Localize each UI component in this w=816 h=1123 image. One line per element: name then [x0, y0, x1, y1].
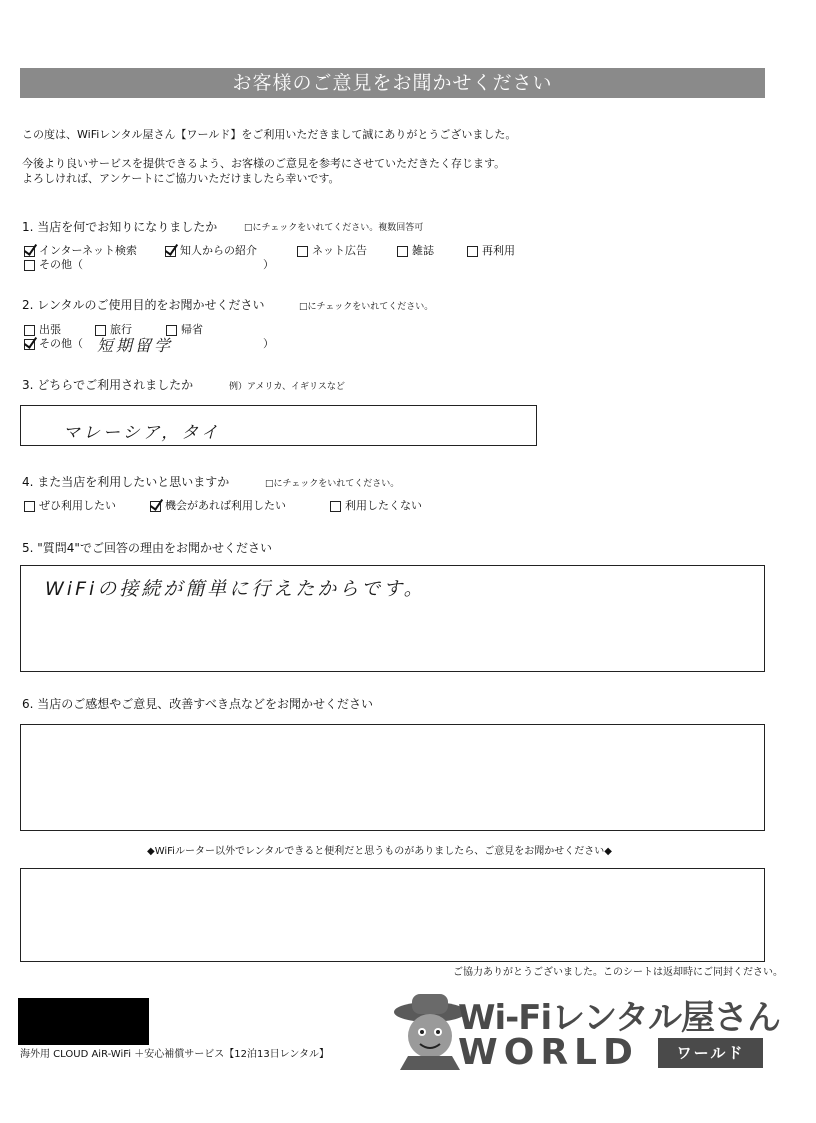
q1-option-other[interactable]: その他（ — [24, 258, 83, 272]
q6-title: 6. 当店のご感想やご意見、改善すべき点などをお聞かせください — [22, 697, 374, 711]
checkbox-icon[interactable] — [397, 246, 408, 257]
q2-title: 2. レンタルのご使用目的をお聞かせください — [22, 298, 265, 312]
q2-option-other[interactable]: その他（ — [24, 337, 83, 351]
checkbox-icon[interactable] — [24, 260, 35, 271]
q1-option-net-ad[interactable]: ネット広告 — [297, 244, 367, 258]
intro-line-3: よろしければ、アンケートにご協力いただけましたら幸いです。 — [22, 172, 340, 185]
page-title: お客様のご意見をお聞かせください — [20, 68, 765, 98]
footer-plan: 海外用 CLOUD AiR-WiFi ＋安心補償サービス【12泊13日レンタル】 — [20, 1049, 330, 1060]
q3-answer-box[interactable] — [20, 405, 537, 446]
checkbox-icon[interactable] — [24, 246, 35, 257]
q2-option-travel[interactable]: 旅行 — [95, 323, 132, 337]
q7-title: ◆WiFiルーター以外でレンタルできると便利だと思うものがありましたら、ご意見をお聞かせください◆ — [147, 846, 612, 857]
q5-answer: WiFiの接続が簡単に行えたからです。 — [45, 578, 426, 600]
q1-option-referral[interactable]: 知人からの紹介 — [165, 244, 257, 258]
checkbox-icon[interactable] — [24, 325, 35, 336]
q4-option-if-chance[interactable]: 機会があれば利用したい — [150, 499, 286, 513]
q4-option-definitely[interactable]: ぜひ利用したい — [24, 499, 116, 513]
q4-title: 4. また当店を利用したいと思いますか — [22, 475, 230, 489]
logo-wordmark: Wi-Fiレンタル屋さん — [458, 998, 780, 1038]
logo-badge: ワールド — [658, 1038, 763, 1068]
q1-note: □にチェックをいれてください。複数回答可 — [244, 223, 424, 233]
footer-thanks: ご協力ありがとうございました。このシートは返却時にご同封ください。 — [453, 967, 783, 978]
checkbox-icon[interactable] — [165, 246, 176, 257]
q2-option-homecoming[interactable]: 帰省 — [166, 323, 203, 337]
q1-option-reuse[interactable]: 再利用 — [467, 244, 515, 258]
logo-world: WORLD — [458, 1032, 639, 1073]
q5-title: 5. "質問4"でご回答の理由をお聞かせください — [22, 541, 272, 555]
q1-other-close: ） — [263, 258, 274, 271]
q1-option-internet-search[interactable]: インターネット検索 — [24, 244, 137, 258]
checkbox-icon[interactable] — [330, 501, 341, 512]
intro-line-2: 今後より良いサービスを提供できるよう、お客様のご意見を参考にさせていただきたく存じます。 — [22, 157, 506, 170]
q1-option-magazine[interactable]: 雑誌 — [397, 244, 434, 258]
checkbox-icon[interactable] — [24, 501, 35, 512]
mascot-icon — [390, 990, 468, 1075]
q5-answer-box[interactable] — [20, 565, 765, 672]
q2-other-close: ） — [263, 337, 274, 350]
q3-answer: マレーシア，タイ — [63, 423, 221, 443]
q3-note: 例）アメリカ、イギリスなど — [229, 382, 345, 392]
checkbox-icon[interactable] — [24, 339, 35, 350]
q7-answer-box[interactable] — [20, 868, 765, 962]
q6-answer-box[interactable] — [20, 724, 765, 831]
checkbox-icon[interactable] — [297, 246, 308, 257]
intro-line-1: この度は、WiFiレンタル屋さん【ワールド】をご利用いただきまして誠にありがとうございました。 — [22, 128, 517, 141]
q2-other-answer[interactable]: 短期留学 — [97, 336, 174, 355]
checkbox-icon[interactable] — [150, 501, 161, 512]
checkbox-icon[interactable] — [467, 246, 478, 257]
redacted-block — [18, 998, 149, 1045]
q3-title: 3. どちらでご利用されましたか — [22, 378, 194, 392]
q2-note: □にチェックをいれてください。 — [299, 302, 434, 312]
q1-title: 1. 当店を何でお知りになりましたか — [22, 220, 218, 234]
brand-logo — [390, 990, 780, 1075]
q2-option-business[interactable]: 出張 — [24, 323, 61, 337]
q4-note: □にチェックをいれてください。 — [265, 479, 400, 489]
q4-option-no[interactable]: 利用したくない — [330, 499, 422, 513]
